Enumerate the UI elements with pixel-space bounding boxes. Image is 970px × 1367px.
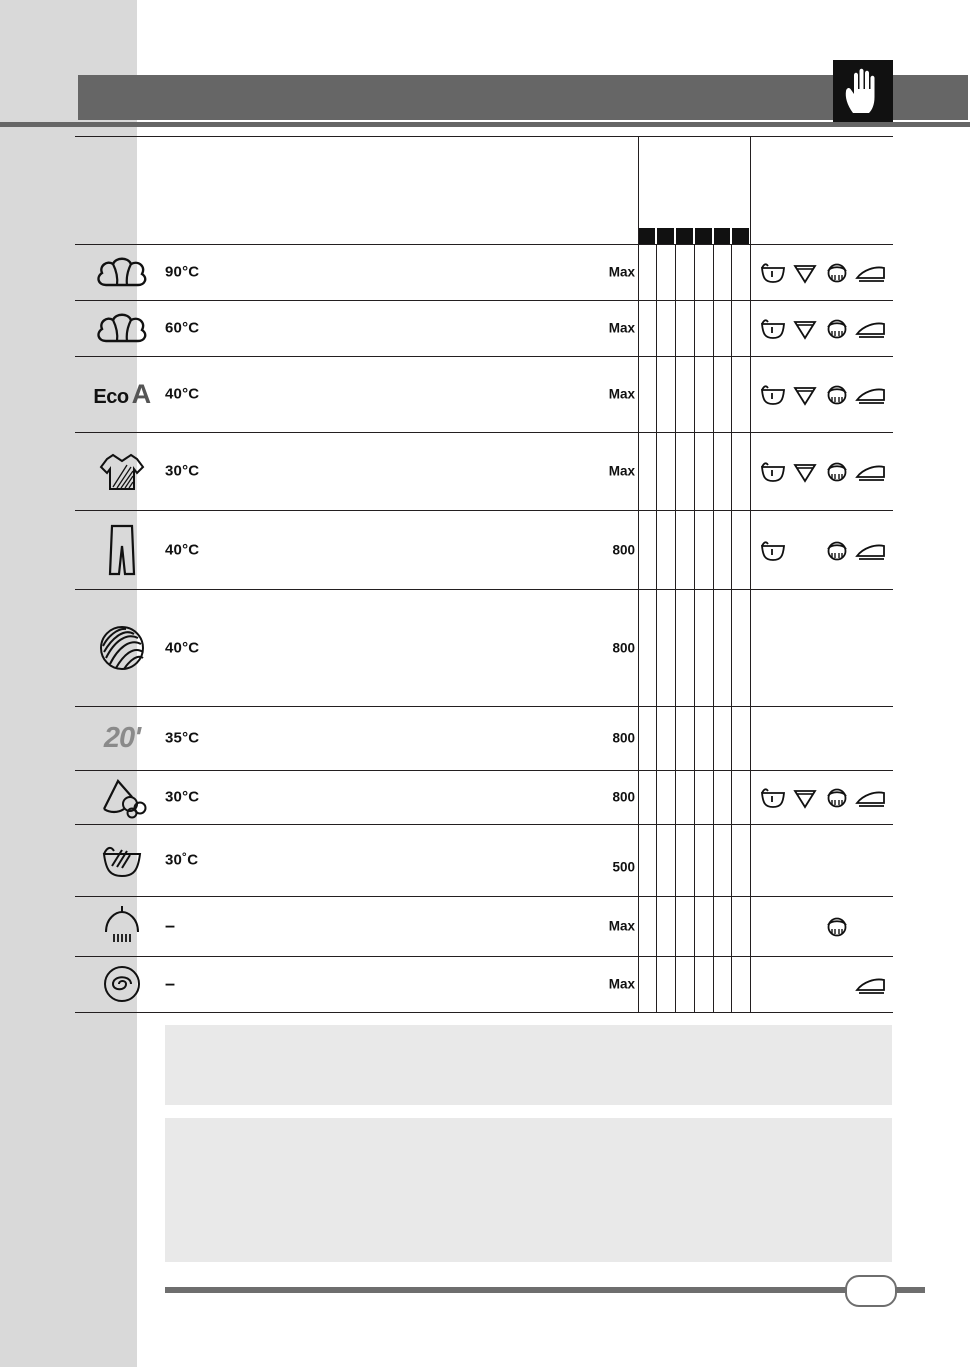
care-symbols [755, 912, 893, 940]
row-spin-speed: 800 [612, 640, 635, 655]
tumble-dry-icon [823, 380, 851, 408]
wash-tub-icon [759, 380, 787, 408]
row-temperature: 40°C [165, 639, 200, 656]
bleach-triangle-icon [791, 380, 819, 408]
table-row [75, 432, 893, 510]
option-block-5 [714, 228, 730, 244]
row-spin-speed: Max [608, 264, 635, 280]
table-row [75, 770, 893, 824]
hand-icon [833, 60, 893, 122]
row-temperature: – [165, 973, 176, 994]
jeans-icon [83, 522, 161, 578]
delicates-icon [83, 769, 161, 825]
iron-icon [855, 783, 883, 811]
eco-text: Eco [93, 385, 129, 408]
row-spin-speed: Max [608, 320, 635, 336]
table-row [75, 706, 893, 770]
row-temperature: 40°C [165, 541, 200, 558]
row-temperature: 35°C [165, 729, 200, 747]
row-spin-speed: 500 [612, 859, 635, 875]
row-temperature: 30˚C [165, 851, 199, 869]
care-symbols [755, 258, 893, 286]
tumble-dry-icon [823, 258, 851, 286]
care-symbols [755, 314, 893, 342]
care-symbols [755, 457, 893, 485]
footer-rule [165, 1287, 925, 1293]
programme-table [75, 136, 893, 1012]
tumble-dry-icon [823, 536, 851, 564]
row-spin-speed: Max [608, 463, 635, 479]
page-number-badge [845, 1275, 897, 1307]
cotton-icon [83, 244, 161, 300]
wash-tub-icon [759, 457, 787, 485]
rinse-icon [83, 898, 161, 954]
row-spin-speed: 800 [612, 789, 635, 805]
synthetics-shirt-icon [83, 443, 161, 499]
table-row [75, 896, 893, 956]
bleach-triangle-icon [791, 457, 819, 485]
care-symbols [755, 724, 893, 752]
iron-icon [855, 314, 883, 342]
care-symbols [755, 380, 893, 408]
care-symbols [755, 970, 893, 998]
iron-icon [855, 536, 883, 564]
table-row [75, 356, 893, 432]
wool-icon [83, 620, 161, 676]
table-row [75, 300, 893, 356]
row-temperature: – [165, 915, 176, 936]
bleach-triangle-icon [791, 783, 819, 811]
bleach-triangle-icon [791, 258, 819, 286]
row-spin-speed: 800 [612, 542, 635, 557]
iron-icon [855, 457, 883, 485]
header-rule [0, 122, 970, 127]
eco-a-label [83, 366, 161, 422]
twenty-minutes-label [83, 710, 161, 766]
row-spin-speed: Max [608, 386, 635, 402]
option-block-1 [639, 228, 655, 244]
iron-icon [855, 380, 883, 408]
row-temperature: 90°C [165, 263, 200, 281]
twenty-minutes-text: 20' [103, 721, 141, 754]
row-temperature: 40°C [165, 385, 200, 403]
handwash-icon [83, 832, 161, 888]
row-temperature: 60°C [165, 319, 200, 337]
row-spin-speed: Max [608, 976, 635, 992]
row-spin-speed: 800 [612, 730, 635, 746]
table-top-rule [75, 136, 893, 137]
option-block-3 [676, 228, 693, 244]
row-temperature: 30°C [165, 788, 200, 806]
note-box-2 [165, 1118, 892, 1262]
tumble-dry-icon [823, 314, 851, 342]
table-row [75, 824, 893, 896]
table-row [75, 510, 893, 589]
option-block-6 [732, 228, 749, 244]
spin-icon [83, 956, 161, 1012]
bleach-triangle-icon [791, 314, 819, 342]
option-block-4 [695, 228, 712, 244]
iron-icon [855, 258, 883, 286]
tumble-dry-icon [823, 912, 851, 940]
wash-tub-icon [759, 258, 787, 286]
eco-a-text: A [131, 378, 151, 409]
row-rule-11 [75, 1012, 893, 1013]
tumble-dry-icon [823, 457, 851, 485]
table-row [75, 244, 893, 300]
cotton-icon [83, 300, 161, 356]
care-symbols [755, 634, 893, 662]
note-box-1 [165, 1025, 892, 1105]
tumble-dry-icon [823, 783, 851, 811]
care-symbols [755, 783, 893, 811]
table-row [75, 589, 893, 706]
care-symbols [755, 846, 893, 874]
wash-tub-icon [759, 536, 787, 564]
option-block-2 [657, 228, 674, 244]
row-spin-speed: Max [608, 918, 635, 934]
iron-icon [855, 970, 883, 998]
wash-tub-icon [759, 783, 787, 811]
row-temperature: 30°C [165, 462, 200, 480]
care-symbols [755, 536, 893, 564]
wash-tub-icon [759, 314, 787, 342]
table-row [75, 956, 893, 1012]
